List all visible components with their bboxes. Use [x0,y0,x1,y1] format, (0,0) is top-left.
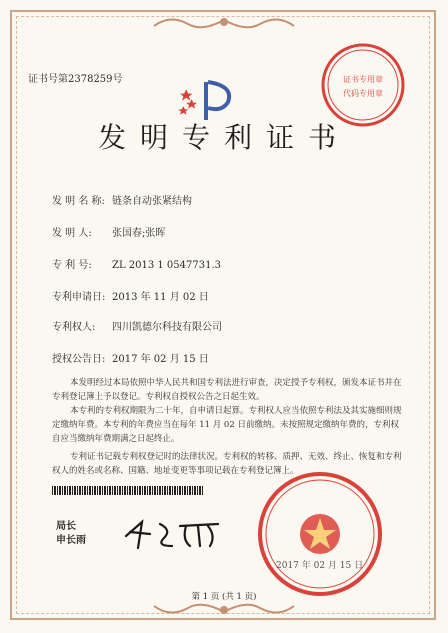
page-footer: 第 1 页 (共 1 页) [191,592,257,602]
body-paragraph: 本专利的专利权期限为二十年，自申请日起算。专利权人应当依照专利法及其实施细则规定缴纳年费。本专利的年费应当在每年 11 月 02 日前缴纳。未按照规定缴纳年费的，专利权自应当缴纳年费期满之日起终止。 [52,406,402,444]
seal-date: 2017 年 02 月 15 日 [276,561,364,571]
field-label: 专利申请日: [52,292,106,303]
field-patent-number [52,260,221,272]
field-value: ZL 2013 1 0547731.3 [112,260,222,271]
top-seal-icon [318,40,408,130]
page-title: 发明专利证书 [97,121,350,154]
field-label: 发 明 人: [52,228,92,239]
patent-office-logo-icon [178,78,238,124]
field-patentee [52,322,222,334]
field-label: 专 利 号: [52,260,92,271]
barcode-icon [52,486,204,495]
field-application-date [52,292,209,304]
field-value: 2013 年 11 月 02 日 [112,292,209,303]
top-ornament-icon [150,14,298,36]
official-seal-icon [254,468,386,600]
field-label: 发 明 名 称: [52,196,105,207]
field-value: 2017 年 02 月 15 日 [112,354,209,365]
signature-icon [120,516,230,552]
body-paragraph: 本发明经过本局依照中华人民共和国专利法进行审查，决定授予专利权，颁发本证书并在专利登记簿上予以登记。专利权自授权公告之日起生效。 [52,378,402,402]
field-label: 专利权人: [52,322,96,333]
director-block [56,520,86,548]
field-inventor [52,228,165,240]
director-name: 申长雨 [56,535,86,546]
top-seal-text-2: 代码专用章 [343,89,383,98]
field-invention-name [52,196,192,208]
field-value: 四川凯德尔科技有限公司 [112,322,222,333]
certificate-number: 证书号第2378259号 [28,74,123,85]
field-label: 授权公告日: [52,354,106,365]
director-title: 局长 [56,521,76,532]
field-value: 链条自动张紧结构 [112,196,192,207]
top-seal-text-1: 证书专用章 [343,75,383,84]
body-paragraph: 专利证书记载专利权登记时的法律状况。专利权的转移、质押、无效、终止、恢复和专利权人的姓名或名称、国籍、地址变更等事项记载在专利登记簿上。 [52,452,402,476]
field-grant-date [52,354,209,366]
field-value: 张国春;张晖 [112,228,166,239]
